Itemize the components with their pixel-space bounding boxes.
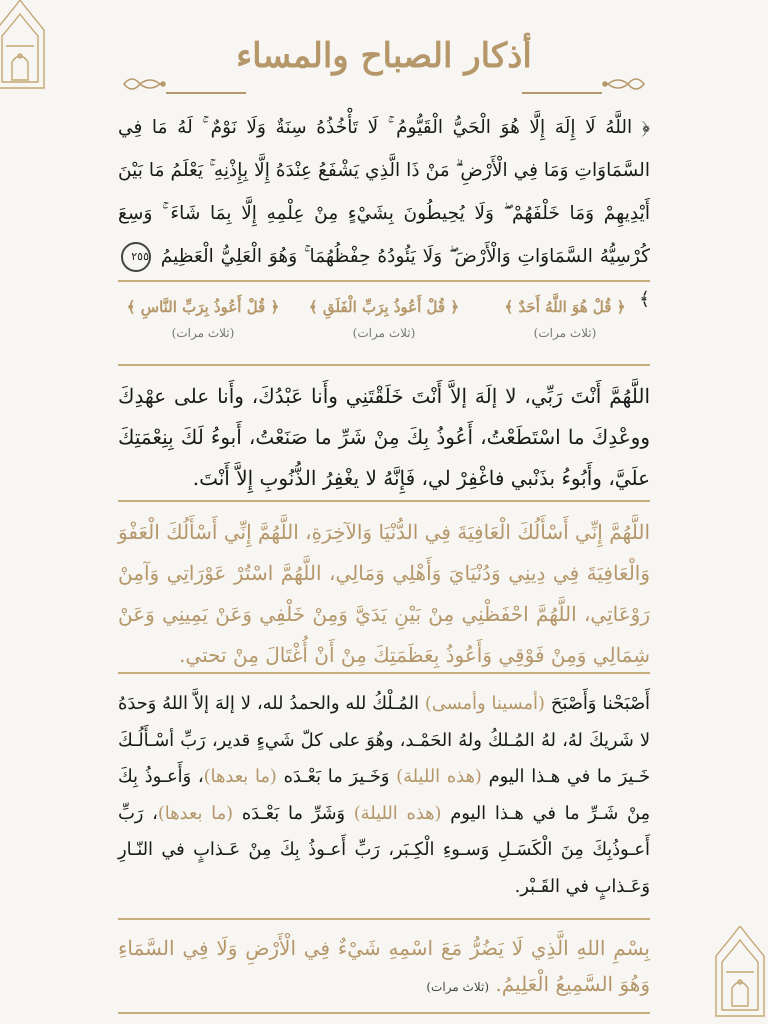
ayat-al-kursi — [118, 106, 650, 321]
dua-text: ، رَبِّ أَعـوذُبِكَ مِنَ الْكَسَـلِ وَسـوءِ الْكِـبَر، رَبِّ أَعـوذُ بِكَ مِنْ عَـذابٍ في النّـارِ وَعَـذابٍ في القَـبْر. — [118, 802, 650, 897]
qul-text: ﴿ قُلْ أَعُوذُ بِرَبِّ النَّاسِ ﴾ — [126, 298, 280, 316]
qul-text: ﴿ قُلْ أَعُوذُ بِرَبِّ الْفَلَقِ ﴾ — [308, 298, 460, 316]
repeat-note: (ثلاث مرات) — [352, 326, 416, 340]
section-divider — [118, 500, 650, 502]
evening-variant: (ما بعدها) — [203, 766, 277, 787]
ayah-number-badge: ٢٥٥ — [121, 242, 151, 272]
dua-text: ، وَأَعـوذُ بِكَ مِنْ شَـرِّ ما في هـذا اليوم — [118, 766, 651, 824]
section-divider — [118, 672, 650, 674]
lantern-icon — [712, 926, 768, 1022]
evening-variant: (هذه الليلة) — [353, 802, 442, 824]
repeat-note: (ثلاث مرات) — [533, 326, 597, 340]
page-header — [120, 28, 648, 96]
floral-ornament-icon — [602, 72, 648, 96]
section-divider — [118, 918, 650, 920]
qul-nas — [118, 290, 288, 342]
page-title: أذكار الصباح والمساء — [236, 36, 532, 76]
dua-text: وَشَرِّ ما بَعْـدَه — [241, 802, 345, 824]
sayyid-istighfar: اللَّهُمَّ أَنْتَ رَبِّي، لا إلَهَ إلاَّ أَنْتَ خَلَقْتَنِي وأَنا عَبْدُكَ، وأَنا على عهْدِكَ ووعْدِكَ ما اسْتَطَعْتُ، أَعُوذُ بِكَ مِنْ شَرِّ ما صَنَعْتُ، أَبوءُ لَكَ بِنِعْمَتِكَ علَيَّ، وأَبُوءُ بذَنْبي فاغْفِرْ لي، فَإِنَّهُ لا يغْفِرُ الذُّنُوبِ إِلاَّ أَنْتَ. — [118, 384, 650, 490]
evening-variant: (ما بعدها) — [157, 802, 234, 824]
dua-text: بِسْمِ اللهِ الَّذِي لَا يَضُرُّ مَعَ اسْمِهِ شَيْءٌ فِي الْأَرْضِ وَلَا فِي السَّمَاءِ وَهُوَ السَّمِيعُ الْعَلِيمُ. — [118, 936, 650, 996]
three-quls — [118, 290, 650, 352]
dua-text: أَصْبَحْنا وَأَصْبَحَ — [550, 693, 650, 714]
dua-text: وَخَـيرَ ما بَعْـدَه — [283, 766, 390, 787]
dua-text: المُـلْكُ لله والحمدُ لله، لا إلهَ إلاَّ اللهُ وَحدَهُ لا شَريكَ لهُ، لهُ المُـلكُ ولهُ الحَمْـد، وهُوَ على كلّ شَيءٍ قدير، رَبِّ أسْـأَلُـكَ خَـيرَ ما في هـذا اليوم — [118, 693, 650, 787]
section-divider — [118, 1012, 650, 1014]
qul-text: ﴿ قُلْ هُوَ اللَّهُ أَحَدٌ ﴾ — [504, 298, 626, 316]
section-divider — [118, 280, 650, 282]
lantern-icon — [0, 0, 50, 96]
evening-variant: (أمسينا وأمسى) — [424, 693, 545, 714]
afiya-dua: اللَّهُمَّ إِنِّي أَسْأَلُكَ الْعَافِيَةَ فِي الدُّنْيَا وَالآخِرَةِ، اللَّهُمَّ إِنِّي أَسْأَلُكَ الْعَفْوَ وَالْعَافِيَةَ فِي دِينِي وَدُنْيَايَ وَأَهْلِي وَمَالِي، اللَّهُمَّ اسْتُرْ عَوْرَاتِي وَآمِنْ رَوْعَاتِي، اللَّهُمَّ احْفَظْنِي مِنْ بَيْنِ يَدَيَّ وَمِنْ خَلْفِي وَعَنْ يَمِينِي وَعَنْ شِمَالِي وَمِنْ فَوْقِي وَأَعُوذُ بِعَظَمَتِكَ مِنْ أَنْ أُغْتَالَ مِنْ تحتي. — [118, 520, 650, 667]
asbahna-dua — [118, 686, 650, 905]
repeat-note: (ثلاث مرات) — [171, 326, 235, 340]
qul-ikhlas — [480, 290, 650, 342]
qul-falaq — [299, 290, 469, 342]
ayah-close-bracket: ﴾ — [639, 289, 650, 310]
evening-variant: (هذه الليلة) — [396, 766, 482, 787]
ayah-text: ﴿ اللَّهُ لَا إِلَهَ إِلَّا هُوَ الْحَيُّ الْقَيُّومُ ۚ لَا تَأْخُذُهُ سِنَةٌ وَلَا نَوْمٌ ۚ لَهُ مَا فِي السَّمَاوَاتِ وَمَا فِي الْأَرْضِ ۗ مَنْ ذَا الَّذِي يَشْفَعُ عِنْدَهُ إِلَّا بِإِذْنِهِ ۚ يَعْلَمُ مَا بَيْنَ أَيْدِيهِمْ وَمَا خَلْفَهُمْ ۖ وَلَا يُحِيطُونَ بِشَيْءٍ مِنْ عِلْمِهِ إِلَّا بِمَا شَاءَ ۚ وَسِعَ كُرْسِيُّهُ السَّمَاوَاتِ وَالْأَرْضَ ۖ وَلَا يَئُودُهُ حِفْظُهُمَا ۚ وَهُوَ الْعَلِيُّ الْعَظِيمُ — [118, 117, 650, 267]
bismillah-dua — [118, 930, 650, 1005]
repeat-note: (ثلاث مرات) — [426, 980, 490, 994]
section-divider — [118, 364, 650, 366]
